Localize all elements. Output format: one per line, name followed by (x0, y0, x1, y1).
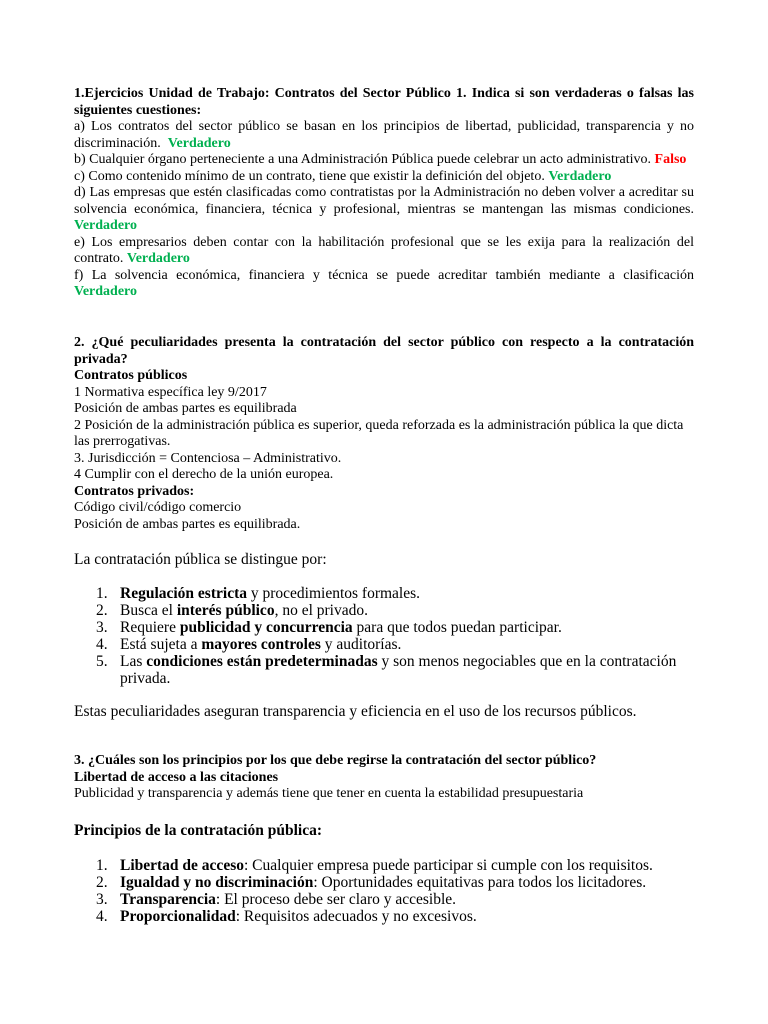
section-2-list (74, 585, 694, 687)
private-contracts-heading: Contratos privados: (74, 483, 195, 499)
list-item: 2. Igualdad y no discriminación: Oportunidades equitativas para todos los licitadores. (96, 874, 647, 891)
item-b: b) Cualquier órgano perteneciente a una Administración Pública puede celebrar un acto administrativo. Falso (74, 152, 687, 167)
section-3-title: 3. ¿Cuáles son los principios por los que debe regirse la contratación del sector público? (74, 753, 597, 768)
list-item: 1. Regulación estricta y procedimientos formales. (96, 585, 421, 602)
section-1 (74, 86, 694, 301)
section-3-subheading: Libertad de acceso a las citaciones (74, 769, 279, 785)
conclusion-text: Estas peculiaridades aseguran transparencia y eficiencia en el uso de los recursos públicos. (74, 703, 637, 720)
section-3 (74, 753, 694, 803)
public-line: 2 Posición de la administración pública es superior, queda reforzada es la administración pública la que dicta las prerrogativas. (74, 417, 684, 449)
public-line: 4 Cumplir con el derecho de la unión europea. (74, 467, 334, 482)
answer-true: Verdadero (74, 218, 137, 233)
public-line: Posición de ambas partes es equilibrada (74, 401, 297, 416)
public-contracts-heading: Contratos públicos (74, 368, 188, 383)
item-e: e) Los empresarios deben contar con la habilitación profesional que se les exija para la realización del contrato. Verdadero (74, 234, 694, 266)
public-line: 1 Normativa específica ley 9/2017 (74, 384, 267, 400)
section-2-conclusion (74, 703, 694, 720)
item-f: f) La solvencia económica, financiera y técnica se puede acreditar también mediante a clasificación Verdadero (74, 267, 694, 299)
list-item: 1. Libertad de acceso: Cualquier empresa puede participar si cumple con los requisitos. (96, 857, 653, 874)
section-3-list (74, 857, 694, 925)
private-line: Posición de ambas partes es equilibrada. (74, 516, 301, 532)
item-d: d) Las empresas que estén clasificadas como contratistas por la Administración no deben volver a acreditar su solvencia económica, financiera, técnica y profesional, mientras se mantengan las mismas condiciones. Verdadero (74, 185, 694, 233)
intro-text: La contratación pública se distingue por: (74, 551, 327, 568)
answer-true: Verdadero (548, 168, 612, 184)
answer-true: Verdadero (126, 251, 190, 266)
public-line: 3. Jurisdicción = Contenciosa – Administrativo. (74, 450, 342, 466)
item-c: c) Como contenido mínimo de un contrato, tiene que existir la definición del objeto. Verdadero (74, 168, 612, 184)
answer-true: Verdadero (74, 284, 137, 299)
list-item: 3. Transparencia: El proceso debe ser claro y accesible. (96, 891, 457, 908)
list-item: 3. Requiere publicidad y concurrencia para que todos puedan participar. (96, 619, 562, 636)
list-item: 2. Busca el interés público, no el privado. (96, 602, 368, 619)
section-2-title: 2. ¿Qué peculiaridades presenta la contratación del sector público con respecto a la contratación privada? (74, 335, 694, 367)
section-1-title: 1.Ejercicios Unidad de Trabajo: Contratos del Sector Público 1. Indica si son verdaderas o falsas las siguientes cuestiones: (74, 86, 694, 118)
answer-false: Falso (654, 152, 687, 167)
list-item: 5. Las condiciones están predeterminadas y son menos negociables que en la contratación privada. (96, 653, 677, 687)
item-a: a) Los contratos del sector público se basan en los principios de libertad, publicidad, transparencia y no discriminación. Verdadero (74, 119, 694, 151)
principles-heading: Principios de la contratación pública: (74, 822, 322, 839)
list-item: 4. Proporcionalidad: Requisitos adecuados y no excesivos. (96, 908, 477, 925)
private-line: Código civil/código comercio (74, 500, 242, 515)
answer-true: Verdadero (167, 135, 231, 151)
section-2-intro (74, 551, 694, 568)
section-2 (74, 335, 694, 533)
list-item: 4. Está sujeta a mayores controles y auditorías. (96, 636, 402, 653)
section-3-line: Publicidad y transparencia y además tiene que tener en cuenta la estabilidad presupuestaria (74, 786, 584, 801)
